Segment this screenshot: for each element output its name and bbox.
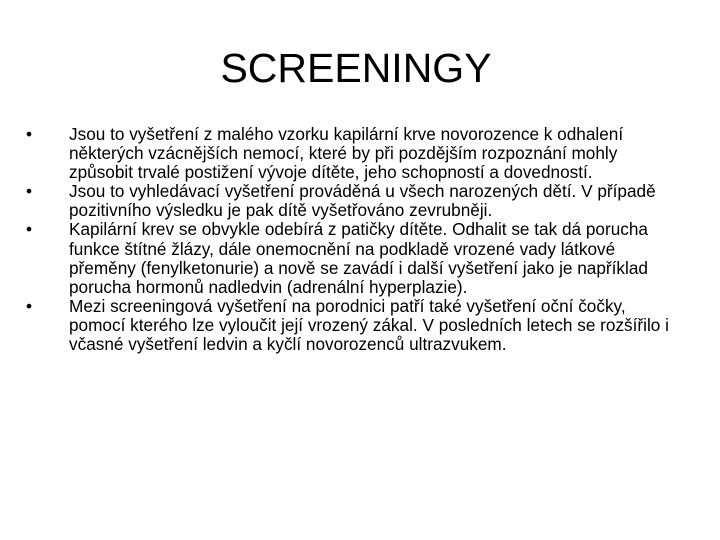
- bullet-item: [26, 220, 676, 296]
- bullet-icon: •: [26, 295, 33, 316]
- bullet-list: [26, 125, 676, 354]
- bullet-text: Jsou to vyšetření z malého vzorku kapilární krve novorozence k odhalení některých vzácnějších nemocí, které by při pozdějším rozpoznání mohly způsobit trvalé postižení vývoje dítěte, jeho schopností a dovedností.: [69, 124, 624, 183]
- bullet-icon: •: [26, 219, 33, 240]
- bullet-icon: •: [26, 124, 33, 144]
- bullet-item: [26, 182, 676, 220]
- bullet-item: [26, 297, 676, 354]
- slide-title: SCREENINGY: [220, 45, 492, 91]
- bullet-icon: •: [26, 181, 33, 202]
- bullet-item: [26, 125, 676, 182]
- bullet-text: Kapilární krev se obvykle odebírá z patičky dítěte. Odhalit se tak dá porucha funkce štítné žlázy, dále onemocnění na podkladě vrozené vady látkové přeměny (fenylketonurie) a nově se zavádí i další vyšetření jako je například porucha hormonů nadledvin (adrenální hyperplazie).: [69, 219, 648, 297]
- bullet-text: Mezi screeningová vyšetření na porodnici patří také vyšetření oční čočky, pomocí kterého lze vyloučit její vrozený zákal. V posledních letech se rozšířilo i včasné vyšetření ledvin a kyčlí novorozenců ultrazvukem.: [69, 295, 669, 355]
- bullet-text: Jsou to vyhledávací vyšetření prováděná u všech narozených dětí. V případě pozitivního výsledku je pak dítě vyšetřováno zevrubněji.: [69, 181, 656, 221]
